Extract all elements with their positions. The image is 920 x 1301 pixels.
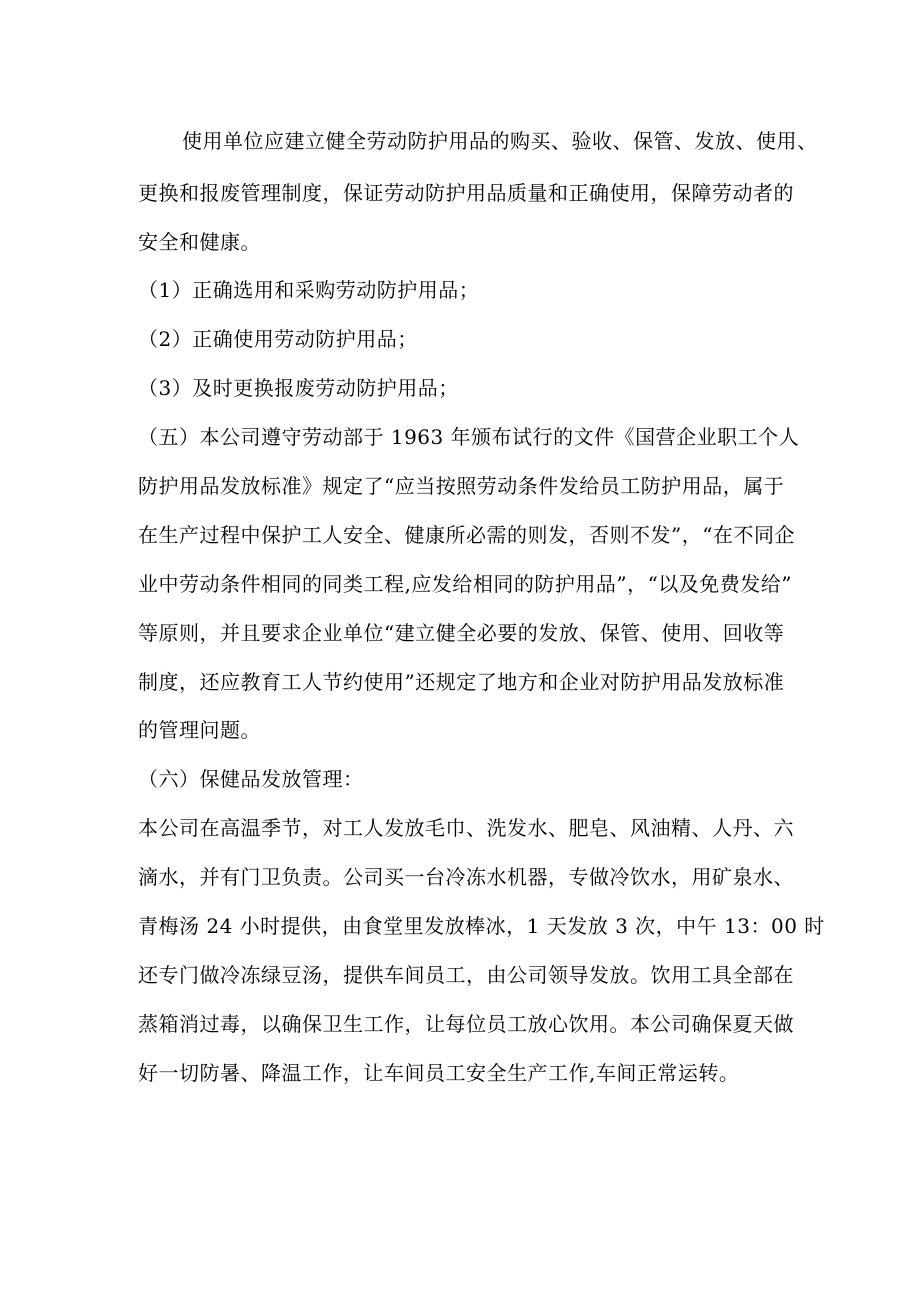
section5-line: 的管理问题。 xyxy=(138,718,261,742)
list-item: （1）正确选用和采购劳动防护用品； xyxy=(138,278,480,302)
intro-line: 更换和报废管理制度，保证劳动防护用品质量和正确使用，保障劳动者的 xyxy=(138,181,794,205)
section6-line: 滴水，并有门卫负责。公司买一台冷冻水机器，专做冷饮水，用矿泉水、 xyxy=(138,865,794,889)
section5-line: 制度，还应教育工人节约使用”还规定了地方和企业对防护用品发放标准 xyxy=(138,670,785,694)
list-item: （3）及时更换报废劳动防护用品； xyxy=(138,376,459,400)
section5-line: 在生产过程中保护工人安全、健康所必需的则发，否则不发”，“在不同企 xyxy=(138,523,795,547)
section5-line: （五）本公司遵守劳动部于 1963 年颁布试行的文件《国营企业职工个人 xyxy=(138,425,800,449)
section6-line: 还专门做冷冻绿豆汤，提供车间员工，由公司领导发放。饮用工具全部在 xyxy=(138,963,794,987)
section6-line: 好一切防暑、降温工作，让车间员工安全生产工作,车间正常运转。 xyxy=(138,1061,740,1085)
intro-line: 安全和健康。 xyxy=(138,230,261,254)
section5-line: 业中劳动条件相同的同类工程,应发给相同的防护用品”，“以及免费发给” xyxy=(138,572,793,596)
section5-line: 等原则，并且要求企业单位“建立健全必要的发放、保管、使用、回收等 xyxy=(138,621,785,645)
section6-line: 蒸箱消过毒，以确保卫生工作，让每位员工放心饮用。本公司确保夏天做 xyxy=(138,1012,794,1036)
intro-line: 使用单位应建立健全劳动防护用品的购买、验收、保管、发放、使用、 xyxy=(182,129,818,153)
section6-line: 青梅汤 24 小时提供，由食堂里发放棒冰，1 天发放 3 次，中午 13：00 时 xyxy=(138,914,825,938)
list-item: （2）正确使用劳动防护用品； xyxy=(138,327,418,351)
section5-line: 防护用品发放标准》规定了“应当按照劳动条件发给员工防护用品，属于 xyxy=(138,474,785,498)
section6-line: 本公司在高温季节，对工人发放毛巾、洗发水、肥皂、风油精、人丹、六 xyxy=(138,816,794,840)
section6-heading: （六）保健品发放管理： xyxy=(138,767,364,791)
